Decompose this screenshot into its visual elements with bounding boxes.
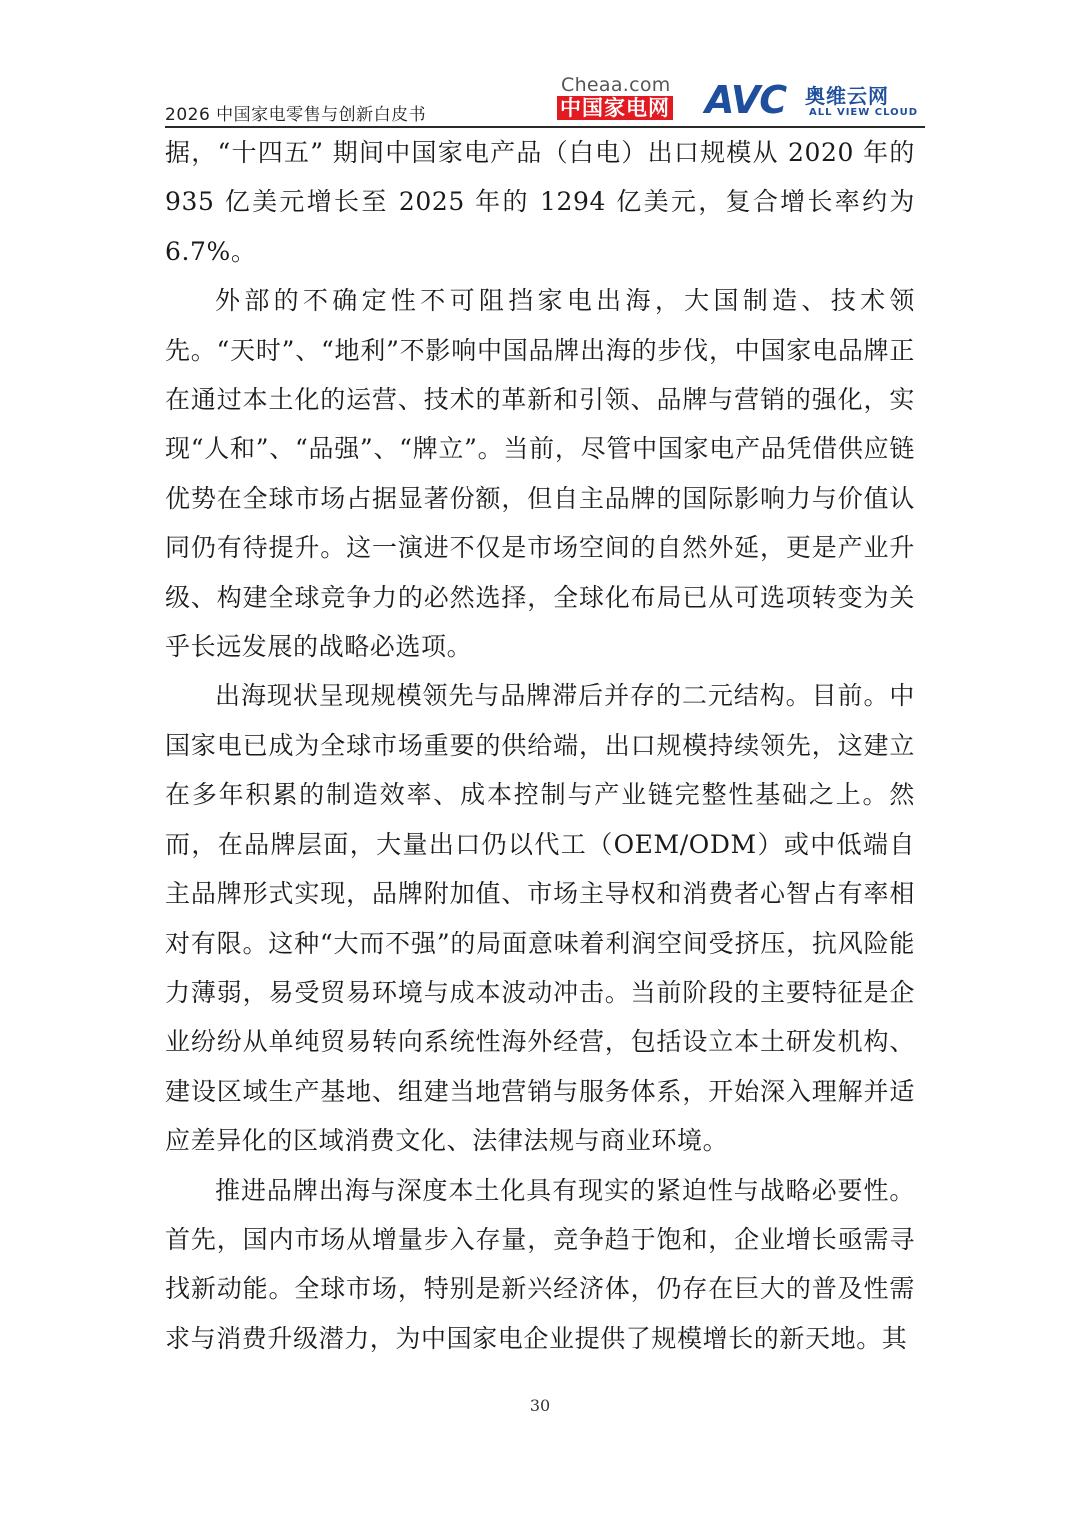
paragraph-2: 外部的不确定性不可阻挡家电出海，大国制造、技术领先。“天时”、“地利”不影响中国品牌出海的步伐，中国家电品牌正在通过本土化的运营、技术的革新和引领、品牌与营销的强化，实现“人和”、“品强”、“牌立”。当前，尽管中国家电产品凭借供应链优势在全球市场占据显著份额，但自主品牌的国际影响力与价值认同仍有待提升。这一演进不仅是市场空间的自然外延，更是产业升级、构建全球竞争力的必然选择，全球化布局已从可选项转变为关乎长远发展的战略必选项。 xyxy=(165,286,915,662)
avc-logo-mark: AVC xyxy=(705,78,787,122)
paragraph-4: 推进品牌出海与深度本土化具有现实的紧迫性与战略必要性。首先，国内市场从增量步入存量，竞争趋于饱和，企业增长亟需寻找新动能。全球市场，特别是新兴经济体，仍存在巨大的普及性需求与消费升级潜力，为中国家电企业提供了规模增长的新天地。其 xyxy=(165,1175,915,1353)
page-number: 30 xyxy=(529,1396,551,1415)
cheaa-logo xyxy=(557,74,689,122)
cheaa-logo-name: 中国家电网 xyxy=(557,96,673,120)
avc-logo xyxy=(705,80,925,124)
page-header xyxy=(165,70,925,130)
header-title: 2026 中国家电零售与创新白皮书 xyxy=(165,105,427,125)
paragraph-3: 出海现状呈现规模领先与品牌滞后并存的二元结构。目前。中国家电已成为全球市场重要的供给端，出口规模持续领先，这建立在多年积累的制造效率、成本控制与产业链完整性基础之上。然而，在品牌层面，大量出口仍以代工（OEM/ODM）或中低端自主品牌形式实现，品牌附加值、市场主导权和消费者心智占有率相对有限。这种“大而不强”的局面意味着利润空间受挤压，抗风险能力薄弱，易受贸易环境与成本波动冲击。当前阶段的主要特征是企业纷纷从单纯贸易转向系统性海外经营，包括设立本土研发机构、建设区域生产基地、组建当地营销与服务体系，开始深入理解并适应差异化的区域消费文化、法律法规与商业环境。 xyxy=(165,681,915,1156)
cheaa-logo-url: Cheaa.com xyxy=(561,74,671,96)
avc-logo-name: 奥维云网 xyxy=(805,84,889,108)
body-text xyxy=(165,128,915,1363)
avc-logo-english: ALL VIEW CLOUD xyxy=(809,107,919,118)
paragraph-1: 据，“十四五” 期间中国家电产品（白电）出口规模从 2020 年的 935 亿美元增长至 2025 年的 1294 亿美元，复合增长率约为 6.7%。 xyxy=(165,138,915,266)
